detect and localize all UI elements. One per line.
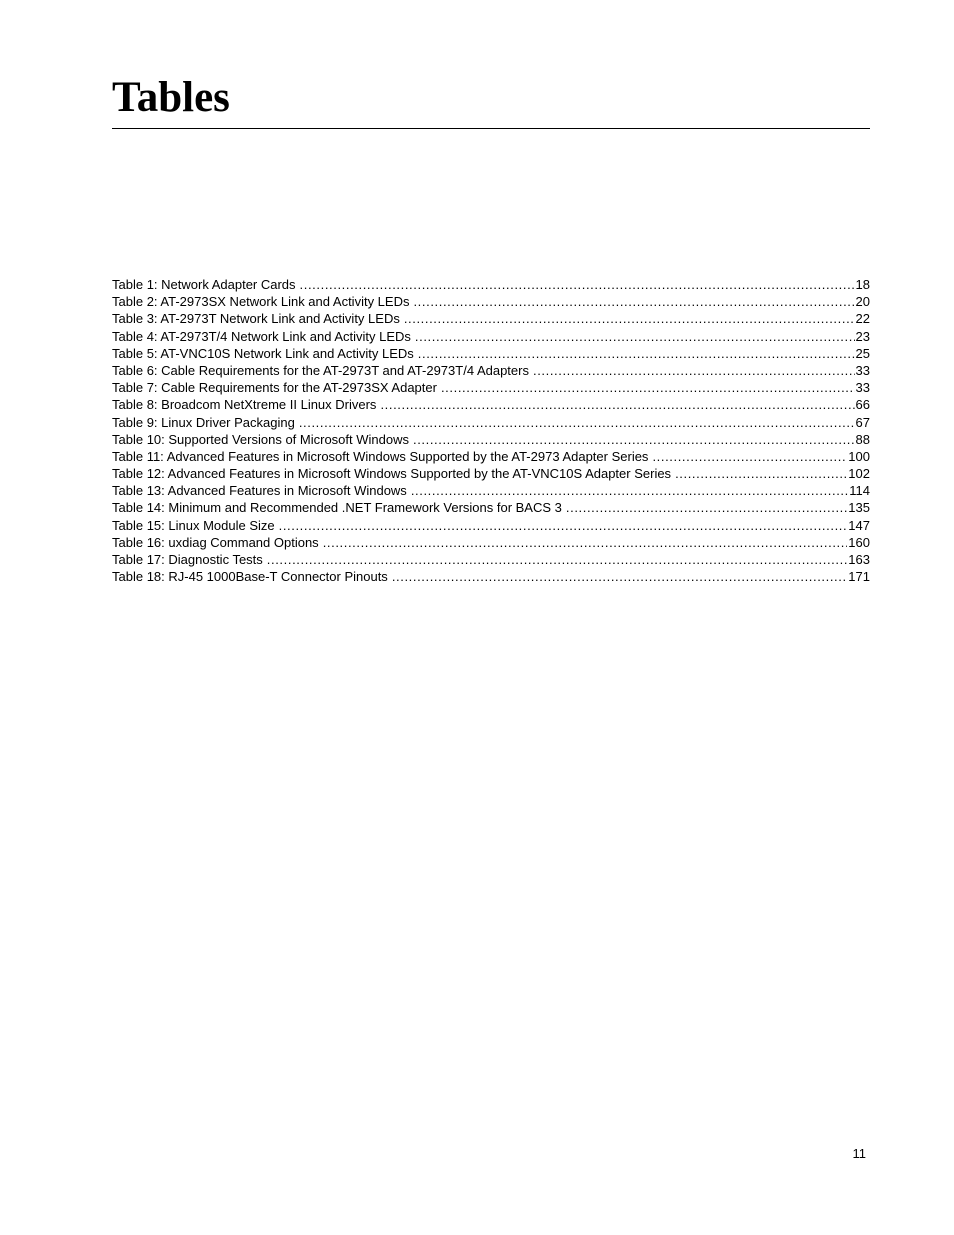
toc-entry-page: 114 [849, 483, 870, 499]
toc-entry-label: Table 14: Minimum and Recommended .NET Framework Versions for BACS 3 [112, 500, 562, 516]
toc-entry-label: Table 7: Cable Requirements for the AT-2973SX Adapter [112, 380, 437, 396]
toc-entry[interactable] [112, 517, 870, 534]
toc-entry[interactable] [112, 396, 870, 413]
toc-entry-page: 171 [848, 569, 870, 585]
toc-entry[interactable] [112, 482, 870, 499]
toc-entry-label: Table 11: Advanced Features in Microsoft Windows Supported by the AT-2973 Adapter Series [112, 448, 649, 464]
toc-dot-leader [533, 362, 855, 379]
list-of-tables [112, 276, 870, 585]
toc-dot-leader [675, 465, 847, 482]
toc-entry-page: 66 [855, 397, 870, 413]
toc-entry[interactable] [112, 414, 870, 431]
toc-dot-leader [441, 379, 855, 396]
toc-entry-page: 100 [848, 448, 870, 464]
toc-entry-page: 23 [855, 328, 870, 344]
toc-dot-leader [652, 448, 847, 465]
toc-entry-page: 67 [855, 414, 870, 430]
toc-entry-label: Table 17: Diagnostic Tests [112, 552, 263, 567]
toc-entry[interactable] [112, 499, 870, 516]
toc-entry-label: Table 8: Broadcom NetXtreme II Linux Drivers [112, 397, 377, 413]
toc-entry[interactable] [112, 431, 870, 448]
toc-dot-leader [380, 396, 854, 413]
toc-dot-leader [566, 499, 847, 516]
toc-entry-label: Table 13: Advanced Features in Microsoft Windows [112, 483, 407, 499]
toc-dot-leader [418, 345, 855, 362]
toc-entry-label: Table 16: uxdiag Command Options [112, 534, 319, 550]
toc-entry-page: 33 [855, 380, 870, 396]
toc-entry-label: Table 10: Supported Versions of Microsoft Windows [112, 431, 409, 447]
toc-dot-leader [411, 482, 848, 499]
toc-entry[interactable] [112, 362, 870, 379]
page-title: Tables [112, 74, 230, 121]
toc-entry-label: Table 2: AT-2973SX Network Link and Activity LEDs [112, 294, 410, 310]
toc-entry[interactable] [112, 534, 870, 551]
toc-entry-page: 25 [855, 345, 870, 361]
toc-entry-page: 163 [848, 552, 870, 567]
toc-dot-leader [299, 414, 855, 431]
toc-entry-label: Table 4: AT-2973T/4 Network Link and Activity LEDs [112, 328, 411, 344]
toc-entry-page: 33 [855, 362, 870, 378]
toc-entry-label: Table 6: Cable Requirements for the AT-2973T and AT-2973T/4 Adapters [112, 362, 529, 378]
toc-entry[interactable] [112, 293, 870, 310]
toc-dot-leader [267, 551, 848, 568]
toc-entry-page: 22 [855, 311, 870, 327]
toc-entry[interactable] [112, 448, 870, 465]
toc-entry-page: 102 [848, 466, 870, 482]
toc-entry-page: 88 [855, 431, 870, 447]
page-number: 11 [852, 1146, 866, 1161]
toc-entry-page: 160 [848, 534, 870, 550]
toc-entry-label: Table 15: Linux Module Size [112, 517, 275, 533]
toc-dot-leader [392, 568, 847, 585]
title-rule [112, 128, 870, 129]
toc-dot-leader [300, 276, 855, 293]
toc-entry-label: Table 3: AT-2973T Network Link and Activity LEDs [112, 311, 400, 327]
toc-entry[interactable] [112, 345, 870, 362]
toc-entry[interactable] [112, 379, 870, 396]
toc-entry[interactable] [112, 328, 870, 345]
toc-dot-leader [323, 534, 848, 551]
toc-dot-leader [413, 293, 854, 310]
toc-dot-leader [413, 431, 855, 448]
toc-dot-leader [415, 328, 855, 345]
toc-entry[interactable] [112, 551, 870, 568]
toc-dot-leader [404, 310, 855, 327]
toc-entry-label: Table 9: Linux Driver Packaging [112, 414, 295, 430]
toc-entry[interactable] [112, 465, 870, 482]
toc-entry[interactable] [112, 310, 870, 327]
toc-entry-page: 147 [848, 517, 870, 533]
toc-entry-label: Table 18: RJ-45 1000Base-T Connector Pinouts [112, 569, 388, 585]
toc-entry[interactable] [112, 568, 870, 585]
toc-entry-page: 20 [855, 294, 870, 310]
toc-dot-leader [279, 517, 848, 534]
toc-entry[interactable] [112, 276, 870, 293]
toc-entry-label: Table 12: Advanced Features in Microsoft Windows Supported by the AT-VNC10S Adapter Series [112, 466, 672, 482]
toc-entry-label: Table 5: AT-VNC10S Network Link and Activity LEDs [112, 345, 414, 361]
toc-entry-label: Table 1: Network Adapter Cards [112, 277, 296, 292]
toc-entry-page: 135 [848, 500, 870, 516]
toc-entry-page: 18 [855, 277, 870, 292]
